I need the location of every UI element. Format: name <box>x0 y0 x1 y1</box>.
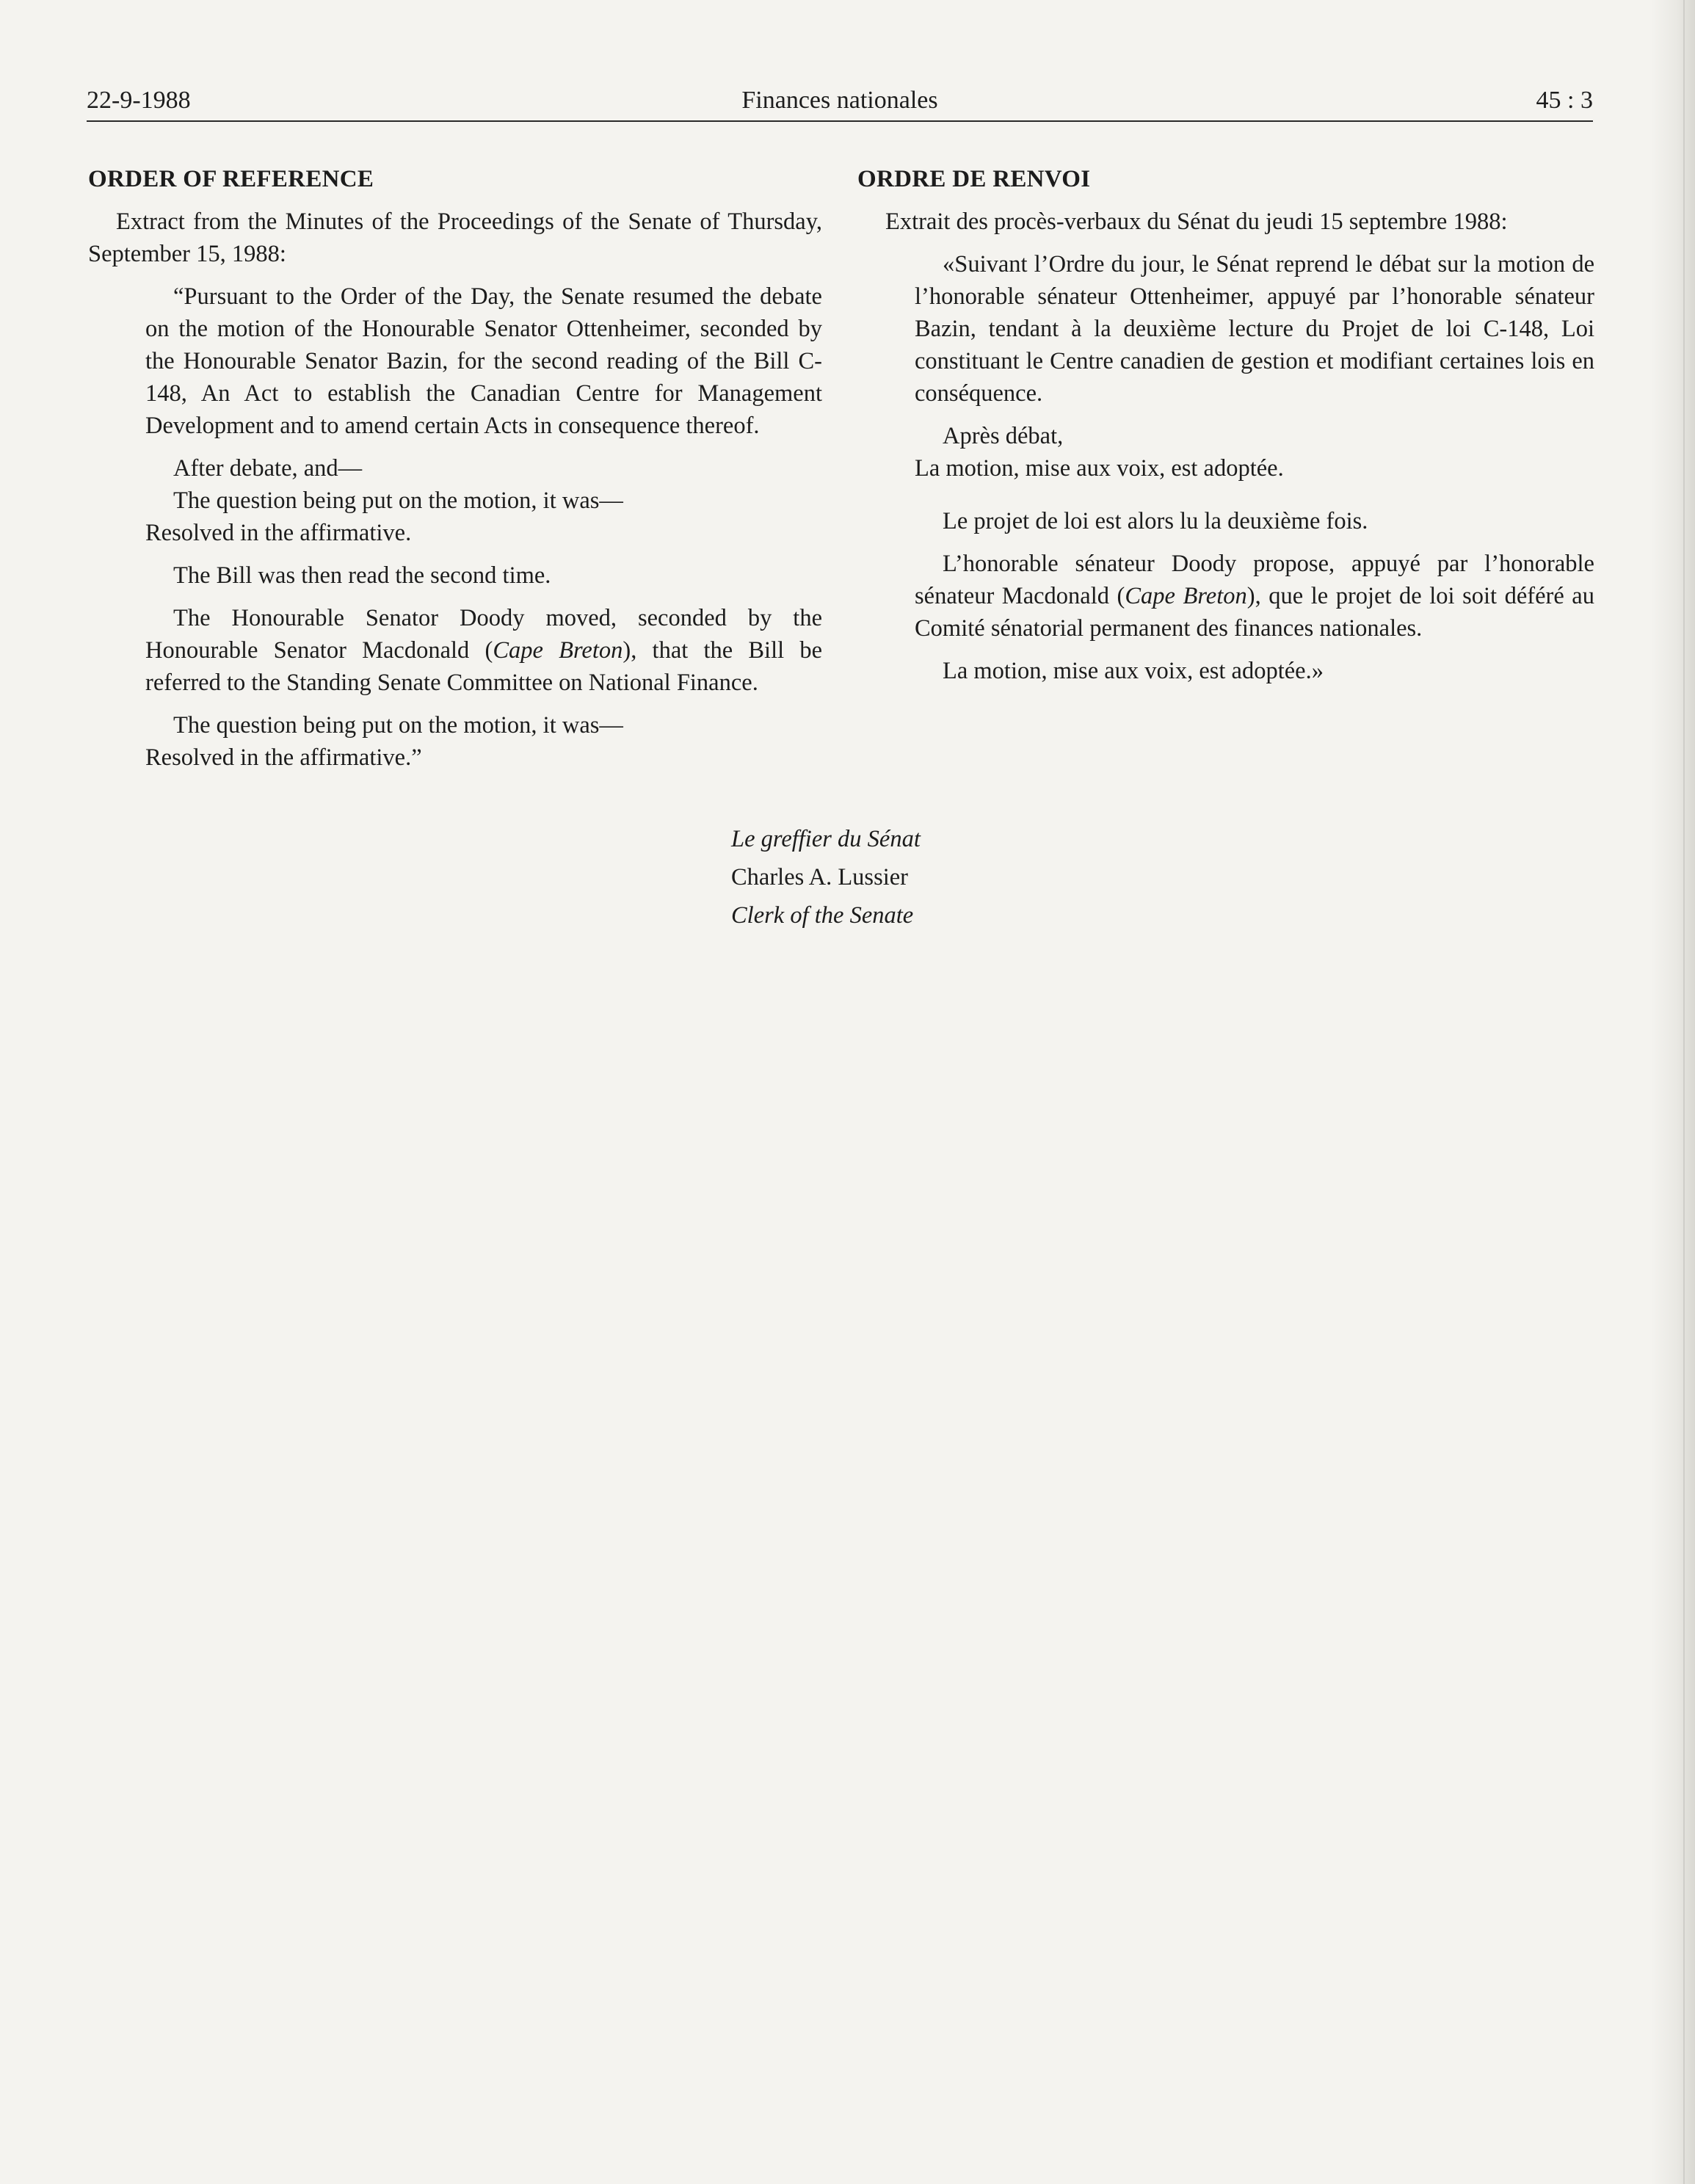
english-column <box>88 163 822 784</box>
english-p5-pre: The Honourable Senator Doody moved, seconded by the Honourable Senator Macdonald ( <box>145 605 822 664</box>
french-quote <box>915 248 1594 687</box>
header-title: Finances nationales <box>741 87 938 114</box>
signature-title-fr: Le greffier du Sénat <box>731 826 921 852</box>
french-p5-post: ), que le projet de loi soit déféré au Comité sénatorial permanent des finances nationales. <box>915 583 1594 642</box>
french-intro: Extrait des procès-verbaux du Sénat du jeudi 15 septembre 1988: <box>885 208 1508 235</box>
english-paragraph-6b: Resolved in the affirmative.” <box>145 744 422 771</box>
spacer <box>915 495 1594 505</box>
french-paragraph-6: La motion, mise aux voix, est adoptée.» <box>943 658 1324 684</box>
english-p5-post: ), that the Bill be referred to the Standing Senate Committee on National Finance. <box>145 637 823 696</box>
english-paragraph-2: After debate, and— <box>173 455 363 482</box>
signature-title-en: Clerk of the Senate <box>731 902 914 929</box>
english-paragraph-5 <box>145 602 822 699</box>
french-paragraph-1: «Suivant l’Ordre du jour, le Sénat reprend le débat sur la motion de l’honorable sénateur Ottenheimer, appuyé par l’honorable sénateur Bazin, tendant à la deuxième lecture du Projet de loi C-148, Loi constituant le Centre canadien de gestion et modifiant certaines lois en conséquence. <box>915 251 1594 407</box>
page-header <box>87 82 1593 123</box>
french-paragraph-4: Le projet de loi est alors lu la deuxième fois. <box>943 508 1368 534</box>
ordre-de-renvoi-heading: ORDRE DE RENVOI <box>857 166 1091 192</box>
french-paragraph-2: Après débat, <box>943 423 1064 449</box>
header-rule <box>87 120 1593 122</box>
order-of-reference-heading: ORDER OF REFERENCE <box>88 166 374 192</box>
english-paragraph-6a: The question being put on the motion, it was— <box>173 712 623 739</box>
page-edge-line <box>1683 0 1685 2184</box>
english-paragraph-3b: Resolved in the affirmative. <box>145 520 412 546</box>
french-paragraph-3: La motion, mise aux voix, est adoptée. <box>915 455 1284 482</box>
english-p5-italic: Cape Breton <box>493 637 623 664</box>
english-paragraph-4: The Bill was then read the second time. <box>173 562 551 589</box>
english-paragraph-1: “Pursuant to the Order of the Day, the Senate resumed the debate on the motion of the Honourable Senator Ottenheimer, seconded by the Honourable Senator Bazin, for the second reading of the Bill C-148, An Act to establish the Canadian Centre for Management Development and to amend certain Acts in consequence thereof. <box>145 283 822 439</box>
signature-block <box>731 822 921 937</box>
french-p5-pre: L’honorable sénateur Doody propose, appuyé par l’honorable sénateur Macdonald ( <box>915 551 1594 609</box>
french-paragraph-5 <box>915 548 1594 645</box>
english-quote <box>145 280 822 774</box>
french-column <box>857 163 1594 697</box>
header-page-number: 45 : 3 <box>1536 87 1593 114</box>
page-edge-shadow <box>1651 0 1695 2184</box>
french-p5-italic: Cape Breton <box>1125 583 1247 609</box>
english-paragraph-3a: The question being put on the motion, it was— <box>173 487 623 514</box>
english-intro: Extract from the Minutes of the Proceedings of the Senate of Thursday, September 15, 1988: <box>88 208 822 267</box>
signature-name: Charles A. Lussier <box>731 864 909 890</box>
header-date: 22-9-1988 <box>87 87 191 114</box>
